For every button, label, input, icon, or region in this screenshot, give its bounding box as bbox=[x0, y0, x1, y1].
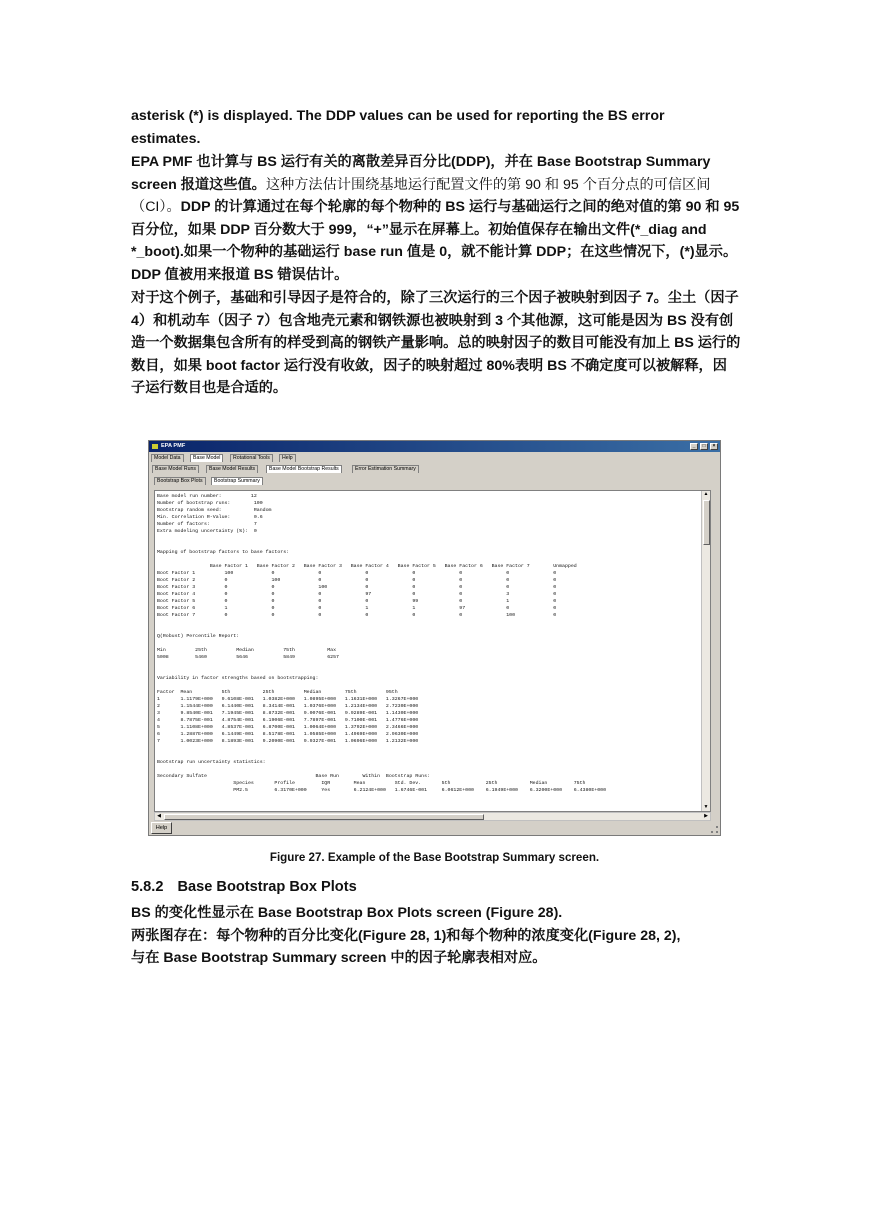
epa-pmf-window-figure bbox=[148, 440, 721, 836]
report-panel bbox=[154, 490, 711, 812]
tab-rotational-tools[interactable]: Rotational Tools bbox=[230, 454, 273, 462]
tab-bootstrap-summary[interactable]: Bootstrap Summary bbox=[211, 477, 263, 485]
section-title: Base Bootstrap Box Plots bbox=[177, 879, 357, 895]
tab-error-estimation-summary[interactable]: Error Estimation Summary bbox=[352, 465, 419, 473]
figure-caption: Figure 27. Example of the Base Bootstrap Summary screen. bbox=[269, 851, 600, 864]
section-number: 5.8.2 bbox=[131, 879, 164, 895]
ddp-paragraph bbox=[131, 151, 741, 287]
text-line: BS 的变化性显示在 Base Bootstrap Box Plots screen (Figure 28). bbox=[131, 905, 563, 921]
bootstrap-summary-report: Base model run number: 12 Number of bootstrap runs: 100 Bootstrap random seed: Random Min. Correlation R-Value: 0.6 Number of factors: 7 Extra modeling uncertainty (%): 0 Mapping of bootstrap factors to base factors: Base Factor 1 Base Factor 2 Base Factor 3 Base Factor 4 Base Factor 5 Base Factor 6 Base Factor 7 Unmapped Boot Factor 1 100 0 0 0 0 0 0 0 Boot Factor 2 0 100 0 0 0 0 0 0 Boot Factor 3 0 0 100 0 0 0 0 0 Boot Factor 4 0 0 0 97 0 0 3 0 Boot Factor 5 0 0 0 0 99 0 1 0 Boot Factor 6 1 0 0 1 1 97 0 0 Boot Factor 7 0 0 0 0 0 0 100 0 Q(Robust) Percentile Report: Min 25th Median 75th Max 5008 5460 5646 5849 6257 Variability in factor strengths based on bootstrapping: Factor Mean 5th 25th Median 75th 95th 1 1.1179E+000 9.6108E-001 1.0382E+000 1.0895E+000 1.1631E+000 1.3267E+000 2 1.1544E+000 6.1440E-001 8.3414E-001 1.0376E+000 1.2134E+000 2.7230E+000 3 9.8540E-001 7.1945E-001 8.8732E-001 9.0076E-001 9.9289E-001 1.1430E+000 4 8.7875E-001 4.8754E-001 6.1906E-001 7.7897E-001 9.7100E-001 1.4776E+000 5 1.1108E+000 4.8537E-001 6.8700E-001 1.0064E+000 1.3792E+000 2.3466E+000 6 1.2887E+000 6.1449E-001 8.5178E-001 1.0585E+000 1.4969E+000 2.9630E+000 7 1.0023E+000 8.1893E-001 9.2090E-001 9.9327E-001 1.0696E+000 1.2132E+000 Bootstrap run uncertainty statistics: Secondary Sulfate Base Run Within Bootstrap Runs: Species Profile IQR Mean Std. Dev. 5th 25th Median 75th PM2.5 6.3170E+000 Yes 6.2124E+000 1.6746E-001 6.0612E+000 6.1949E+000 6.3200E+000 6.4380E+000 bbox=[157, 494, 607, 793]
horizontal-scrollbar[interactable] bbox=[154, 812, 711, 821]
tab-bootstrap-box-plots[interactable]: Bootstrap Box Plots bbox=[154, 477, 206, 485]
text-line: 两张图存在：每个物种的百分比变化(Figure 28, 1)和每个物种的浓度变化(Figure 28, 2), bbox=[131, 927, 681, 944]
scroll-right-icon[interactable]: ▶ bbox=[704, 813, 708, 819]
tab-model-data[interactable]: Model Data bbox=[151, 454, 184, 462]
vertical-scrollbar[interactable] bbox=[701, 491, 710, 811]
text-line: asterisk (*) is displayed. The DDP values can be used for reporting the BS error bbox=[131, 108, 665, 124]
scroll-thumb[interactable] bbox=[703, 500, 710, 545]
window-titlebar bbox=[149, 441, 720, 452]
section-heading bbox=[131, 879, 357, 895]
window-title: EPA PMF bbox=[161, 443, 186, 449]
maximize-icon[interactable]: □ bbox=[700, 443, 708, 450]
scroll-down-icon[interactable]: ▼ bbox=[703, 804, 709, 810]
scroll-up-icon[interactable]: ▲ bbox=[703, 491, 709, 497]
text-span: EPA PMF 也计算与 BS 运行有关的离散差异百分比(DDP)，并在 Base Bootstrap Summary screen 报道这些值。 bbox=[131, 154, 711, 193]
help-button[interactable]: Help bbox=[151, 822, 172, 834]
resize-grip-icon[interactable] bbox=[711, 826, 718, 833]
scroll-left-icon[interactable]: ◀ bbox=[157, 813, 161, 819]
box-plots-paragraph bbox=[131, 902, 741, 970]
example-paragraph: 对于这个例子，基础和引导因子是符合的，除了三次运行的三个因子被映射到因子 7。尘土（因子 4）和机动车（因子 7）包含地壳元素和钢铁源也被映射到 3 个其他源，这可能是因为 BS 没有创造一个数据集包含所有的样受到高的钢铁产量影响。总的映射因子的数目可能没有加上 BS 运行的数目，如果 boot factor 运行没有收敛，因子的映射超过 80%表明 BS 不确定度可以被解释，因子运行数目也是合适的。 bbox=[131, 290, 741, 397]
menu-tabs bbox=[149, 453, 720, 462]
tab-help[interactable]: Help bbox=[279, 454, 296, 462]
minimize-icon[interactable]: _ bbox=[690, 443, 698, 450]
text-line: 与在 Base Bootstrap Summary screen 中的因子轮廓表相对应。 bbox=[131, 950, 547, 967]
scroll-thumb[interactable] bbox=[164, 814, 484, 820]
app-icon bbox=[152, 444, 158, 449]
close-icon[interactable]: × bbox=[710, 443, 718, 450]
tab-base-model-runs[interactable]: Base Model Runs bbox=[152, 465, 199, 473]
text-line: estimates. bbox=[131, 130, 201, 147]
tab-base-model[interactable]: Base Model bbox=[190, 454, 223, 462]
tab-bootstrap-results[interactable]: Base Model Bootstrap Results bbox=[266, 465, 342, 473]
text-span: 这种方法估计围绕基地运行配置文件的第 90 和 95 个百分点的可信区间（CI）。 bbox=[131, 176, 711, 216]
intro-paragraph bbox=[131, 105, 741, 150]
tab-base-model-results[interactable]: Base Model Results bbox=[206, 465, 258, 473]
text-span: DDP 的计算通过在每个轮廓的每个物种的 BS 运行与基础运行之间的绝对值的第 90 和 95 百分位，如果 DDP 百分数大于 999，“+”显示在屏幕上。初始值保存在输出文件(*_diag and *_boot).如果一个物种的基础运行 base run 值是 0，就不能计算 DDP；在这些情况下，(*)显示。DDP 值被用来报道 BS 错误估计。 bbox=[131, 199, 740, 283]
